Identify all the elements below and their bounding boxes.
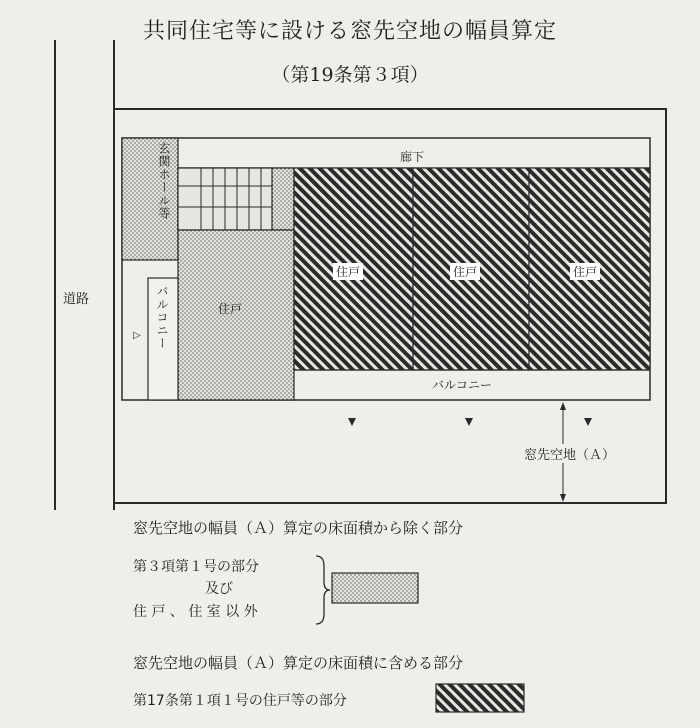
- bottom-balcony-label: バルコニー: [432, 378, 493, 392]
- unit-dotted-label: 住戸: [218, 302, 243, 316]
- left-balcony-label: バルコニー: [155, 285, 169, 350]
- legend-exclude-line1: 第３項第１号の部分: [133, 559, 259, 575]
- open-space-label: 窓先空地（Ａ）: [524, 444, 615, 463]
- legend-exclude-line3: 住 戸 、 住 室 以 外: [133, 604, 258, 620]
- diagram-title: 共同住宅等に設ける窓先空地の幅員算定: [142, 19, 557, 44]
- window-arrow-2: [465, 418, 473, 426]
- corridor-label: 廊下: [400, 150, 425, 164]
- window-arrow-1: [348, 418, 356, 426]
- unit-hatched-label-1: 住戸: [333, 263, 363, 280]
- unit-hatched-label-2: 住戸: [450, 263, 480, 280]
- road-label: 道路: [63, 292, 90, 307]
- legend-exclude-line2: 及び: [205, 581, 233, 597]
- small-triangle-marker: ▷: [133, 330, 141, 341]
- legend-swatch-hatched: [436, 684, 524, 712]
- legend-swatch-dotted: [332, 573, 418, 603]
- legend-include-title: 窓先空地の幅員（Ａ）算定の床面積に含める部分: [133, 654, 464, 672]
- legend-exclude-title: 窓先空地の幅員（Ａ）算定の床面積から除く部分: [133, 519, 464, 537]
- legend-brace: [316, 556, 330, 624]
- window-arrow-3: [584, 418, 592, 426]
- diagram-subtitle: （第19条第３項）: [271, 64, 429, 86]
- legend-include-line1: 第17条第１項１号の住戸等の部分: [133, 693, 347, 709]
- unit-hatched-label-3: 住戸: [570, 263, 600, 280]
- entrance-hall-label: 玄関ホール等: [157, 142, 171, 220]
